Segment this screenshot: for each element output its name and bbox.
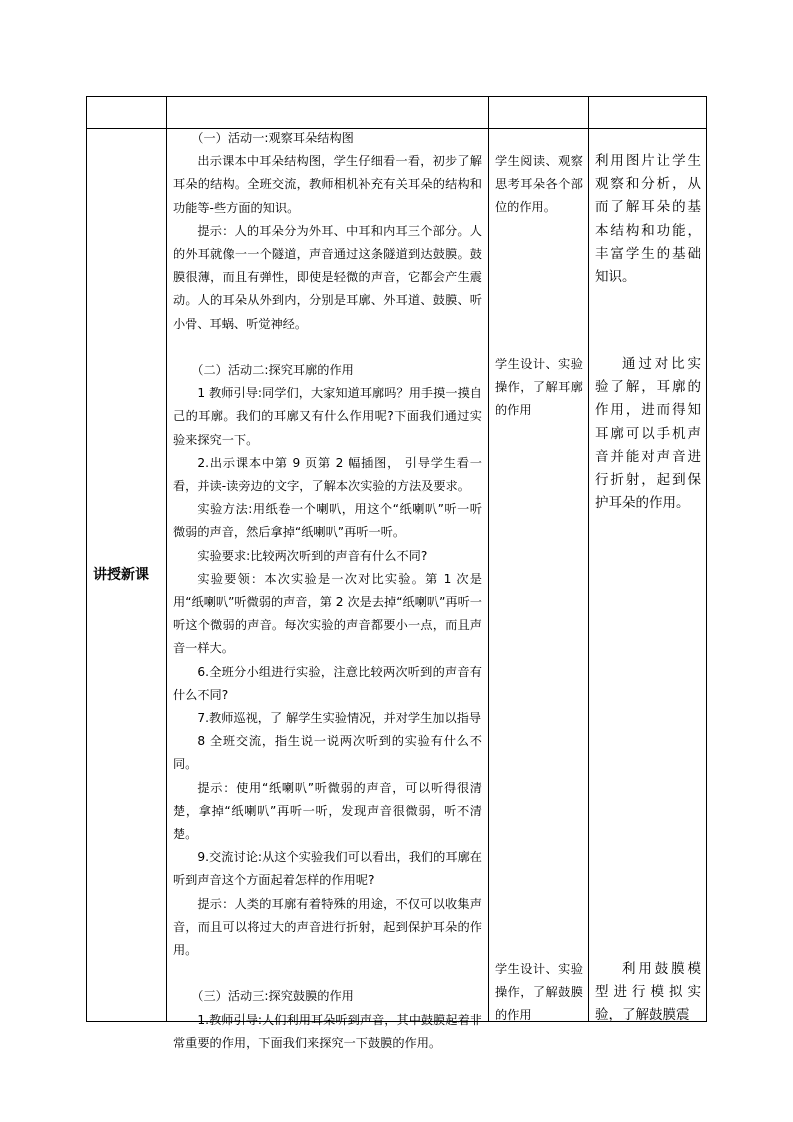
- table-column-divider: [588, 96, 589, 1022]
- activity-3-title: （三）活动三:探究鼓膜的作用: [191, 989, 354, 1004]
- paragraph: 2.出示课本中第 9 页第 2 幅插图， 引导学生看一看，并读-读旁边的文字，了解本次实验的方法及要求。: [173, 455, 482, 494]
- design-intent-cell-2: [595, 353, 701, 515]
- paragraph: 提示：人的耳朵分为外耳、中耳和内耳三个部分。人的外耳就像一一个隧道，声音通过这条隧道到达鼓膜。鼓膜很薄，而且有弹性，即使是轻微的声音，它都会产生震动。人的耳朵从外到内，分别是耳廓、外耳道、鼓膜、听小骨、耳蜗、听觉神经。: [173, 223, 482, 331]
- student-activity: 学生设计、实验操作，了解鼓膜的作用: [495, 962, 583, 1023]
- paragraph: 提示：人类的耳廓有着特殊的用途，不仅可以收集声音，而且可以将过大的声音进行折射，起到保护耳朵的作用。: [173, 896, 482, 958]
- paragraph: 提示：使用“纸喇叭”听微弱的声音，可以听得很清楚，拿掉“纸喇叭”再听一听，发现声音很微弱，听不清楚。: [173, 780, 482, 842]
- table-column-divider: [166, 96, 167, 1022]
- paragraph: 实验要领：本次实验是一次对比实验。第 1 次是用“纸喇叭”听微弱的声音，第 2 次是去掉“纸喇叭”再听一听这个微弱的声音。每次实验的声音都要小一点，而且声音一样大。: [173, 571, 482, 656]
- paragraph: 1 教师引导:同学们，大家知道耳廓吗？用手摸一摸自己的耳廓。我们的耳廓又有什么作用呢?下面我们通过实验来探究一下。: [173, 386, 482, 447]
- student-activity-cell-1: [495, 150, 583, 220]
- student-activity-cell-2: [495, 353, 583, 423]
- paragraph: 实验要求:比较两次听到的声音有什么不同?: [197, 548, 428, 563]
- stage-label: 讲授新课: [93, 567, 149, 583]
- table-border-top: [86, 96, 707, 97]
- paragraph: 1.教师引导:人们利用耳朵听到声音，其中鼓膜起着非常重要的作用，下面我们来探究一下鼓膜的作用。: [173, 1012, 482, 1050]
- paragraph: 8 全班交流，指生说一说两次听到的实验有什么不同。: [173, 734, 482, 772]
- paragraph: 7.教师巡视，了 解学生实验情况，并对学生加以指导: [197, 711, 482, 726]
- table-border-right: [706, 96, 707, 1022]
- design-intent-cell-1: [595, 150, 701, 289]
- student-activity-cell-3: [495, 958, 583, 1028]
- design-intent: 利用鼓膜模型进行模拟实验，了解鼓膜震: [595, 961, 701, 1024]
- activity-2-title: （二）活动二:探究耳廓的作用: [191, 363, 354, 378]
- student-activity: 学生设计、实验操作，了解耳廓的作用: [495, 357, 583, 418]
- design-intent: 利用图片让学生观察和分析，从而了解耳朵的基本结构和功能，丰富学生的基础知识。: [595, 153, 701, 286]
- teacher-activity-cell: [173, 127, 482, 1055]
- design-intent-cell-3: [595, 958, 701, 1028]
- paragraph: 9.交流讨论:从这个实验我们可以看出，我们的耳廓在听到声音这个方面起着怎样的作用呢?: [173, 850, 482, 888]
- paragraph: 出示课本中耳朵结构图，学生仔细看一看，初步了解耳朵的结构。全班交流，教师相机补充有关耳朵的结构和功能等-些方面的知识。: [173, 154, 482, 215]
- table-column-divider: [488, 96, 489, 1022]
- design-intent: 通过对比实验了解，耳廓的作用，进而得知耳廓可以手机声音并能对声音进行折射，起到保护耳朵的作用。: [595, 356, 701, 512]
- paragraph: 6.全班分小组进行实验，注意比较两次听到的声音有什么不同?: [173, 664, 482, 702]
- student-activity: 学生阅读、观察思考耳朵各个部位的作用。: [495, 154, 583, 215]
- activity-1-title: （一）活动一:观察耳朵结构图: [191, 131, 354, 145]
- paragraph: 实验方法:用纸卷一个喇叭，用这个“纸喇叭”听一听微弱的声音，然后拿掉“纸喇叭”再听一听。: [173, 502, 482, 540]
- table-border-left: [86, 96, 87, 1022]
